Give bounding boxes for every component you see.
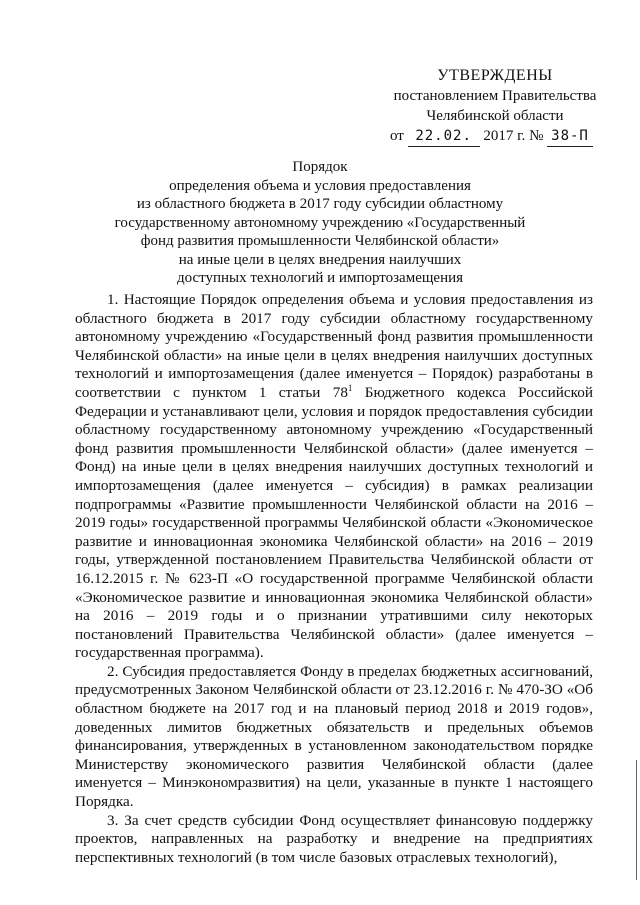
title-line-5: фонд развития промышленности Челябинской области» [140,233,500,249]
year-suffix: 2017 г. № [483,128,544,144]
paragraph-1 [75,291,593,663]
approval-date-line [380,126,610,147]
paragraph-1-part-1: 1. Настоящие Порядок определения объема и условия предоставления из областного бюджета в 2017 году субсидии областному государственному автономному учреждению «Государственный фонд развития промышленности Челябинской области» на иные цели в целях внедрения наилучших доступных технологий и импортозамещения (далее именуется – Порядок) разработаны в соответствии с пунктом 1 статьи 78 [75,291,593,401]
approval-heading: УТВЕРЖДЕНЫ [437,67,553,84]
scan-edge-line [636,760,637,880]
document-title [90,158,550,288]
date-prefix: от [390,128,404,144]
document-body [75,291,593,867]
paragraph-3: 3. За счет средств субсидии Фонд осуществляет финансовую поддержку проектов, направленных на разработку и внедрение на предприятиях перспективных технологий (в том числе базовых отраслевых технологий), [75,811,593,866]
handwritten-date: 22.02. [408,126,480,147]
handwritten-number: 38-П [547,126,593,147]
approval-block [380,66,610,147]
title-line-3: из областного бюджета в 2017 году субсидии областному [136,196,504,212]
paragraph-1-part-2: Бюджетного кодекса Российской Федерации и устанавливают цели, условия и порядок предоставления субсидии областному государственному автономному учреждению «Государственный фонд развития промышленности Челябинской области» (далее именуется – Фонд) на иные цели в целях внедрения наилучших доступных технологий и импортозамещения (далее именуется – субсидия) в рамках реализации подпрограммы «Развитие промышленности Челябинской области на 2016 – 2019 годы» государственной программы Челябинской области «Экономическое развитие и инновационная экономика Челябинской области» на 2016 – 2019 годы, утвержденной постановлением Правительства Челябинской области от 16.12.2015 г. № 623-П «О государственной программе Челябинской области «Экономическое развитие и инновационная экономика Челябинской области» на 2016 – 2019 годы и о признании утратившими силу некоторых постановлений Правительства Челябинской области» (далее именуется – государственная программа). [75,383,593,662]
approval-line-2: Челябинской области [426,108,564,124]
approval-line-1: постановлением Правительства [393,88,597,104]
paragraph-2: 2. Субсидия предоставляется Фонду в пределах бюджетных ассигнований, предусмотренных Законом Челябинской области от 23.12.2016 г. № 470-ЗО «Об областном бюджете на 2017 год и на плановый период 2018 и 2019 годов», доведенных лимитов бюджетных обязательств и предельных объемов финансирования, утвержденных в установленном законодательством порядке Министерству экономического развития Челябинской области (далее именуется – Минэкономразвития) на цели, указанные в пункте 1 настоящего Порядка. [75,662,593,811]
superscript-mark: 1 [347,382,353,393]
title-line-4: государственному автономному учреждению «Государственный [114,214,526,231]
title-line-1: Порядок [292,159,348,175]
title-line-7: доступных технологий и импортозамещения [176,270,464,286]
title-line-6: на иные цели в целях внедрения наилучших [178,251,462,268]
title-line-2: определения объема и условия предоставления [169,177,471,194]
